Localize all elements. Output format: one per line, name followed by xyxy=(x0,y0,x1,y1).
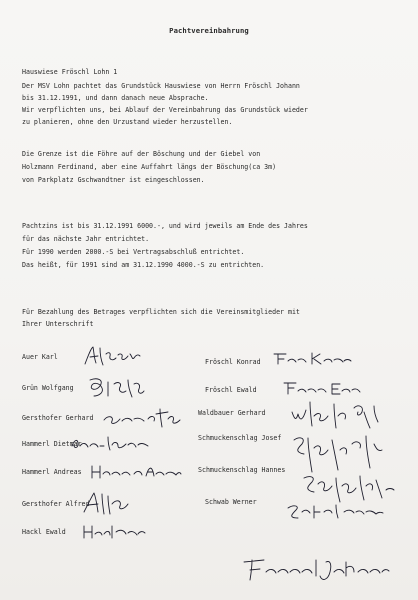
signature-gersthofer-alfred xyxy=(80,490,132,516)
text-line-9: Pachtzins ist bis 31.12.1991 6000.-, und wird jeweils am Ende des Jahres xyxy=(22,222,308,230)
member-name-right: Waldbauer Gerhard xyxy=(198,409,266,417)
signature-gersthofer-gerhard xyxy=(102,405,182,429)
text-line-12: Das heißt, für 1991 sind am 31.12.1990 4000.-S zu entrichten. xyxy=(22,261,265,269)
signature-owner-froeschl-johann xyxy=(240,554,390,584)
text-line-13: Für Bezahlung des Betrages verpflichten sich die Vereinsmitglieder mit xyxy=(22,308,300,316)
text-line-8: von Parkplatz Gschwandtner ist eingeschlossen. xyxy=(22,176,205,184)
text-line-6: Die Grenze ist die Föhre auf der Böschung und der Giebel von xyxy=(22,150,261,158)
signature-schwab xyxy=(286,500,384,522)
signature-auer xyxy=(82,344,142,368)
member-name-left: Grün Wolfgang xyxy=(22,384,74,392)
member-name-right: Fröschl Ewald xyxy=(205,386,257,394)
text-line-1: Hauswiese Fröschl Lohn 1 xyxy=(22,68,118,76)
text-line-10: für das nächste Jahr entrichtet. xyxy=(22,235,150,243)
signature-froeschl-konrad xyxy=(272,348,352,368)
member-name-right: Schwab Werner xyxy=(205,498,257,506)
member-name-right: Fröschl Konrad xyxy=(205,358,261,366)
text-line-7: Holzmann Ferdinand, aber eine Auffahrt längs der Böschung(ca 3m) xyxy=(22,163,277,171)
signature-waldbauer xyxy=(290,398,390,432)
signature-hammerl-andreas xyxy=(90,460,182,482)
text-line-3: bis 31.12.1991, und dann danach neue Absprache. xyxy=(22,94,209,102)
member-name-left: Auer Karl xyxy=(22,353,58,361)
member-name-right: Schmuckenschlag Hannes xyxy=(198,466,286,474)
document-title: Pachtvereinbahrung xyxy=(169,26,249,35)
member-name-left: Hammerl Andreas xyxy=(22,468,82,476)
member-name-left: Hammerl Dietmar xyxy=(22,440,82,448)
text-line-14: Ihrer Unterschrift xyxy=(22,320,94,328)
text-line-2: Der MSV Lohn pachtet das Grundstück Hauswiese von Herrn Fröschl Johann xyxy=(22,82,300,90)
text-line-4: Wir verpflichten uns, bei Ablauf der Vereinbahrung das Grundstück wieder xyxy=(22,106,308,114)
member-name-left: Gersthofer Gerhard xyxy=(22,414,94,422)
signature-hackl xyxy=(82,520,146,542)
signature-gruen xyxy=(84,374,146,400)
member-name-left: Hackl Ewald xyxy=(22,528,66,536)
signature-hammerl-dietmar xyxy=(70,432,150,454)
signature-froeschl-ewald xyxy=(282,378,362,398)
member-name-right: Schmuckenschlag Josef xyxy=(198,434,282,442)
text-line-11: Für 1990 werden 2000.-S bei Vertragsabschluß entrichtet. xyxy=(22,248,245,256)
member-name-left: Gersthofer Alfred xyxy=(22,500,90,508)
text-line-5: zu planieren, ohne den Urzustand wieder herzustellen. xyxy=(22,118,233,126)
